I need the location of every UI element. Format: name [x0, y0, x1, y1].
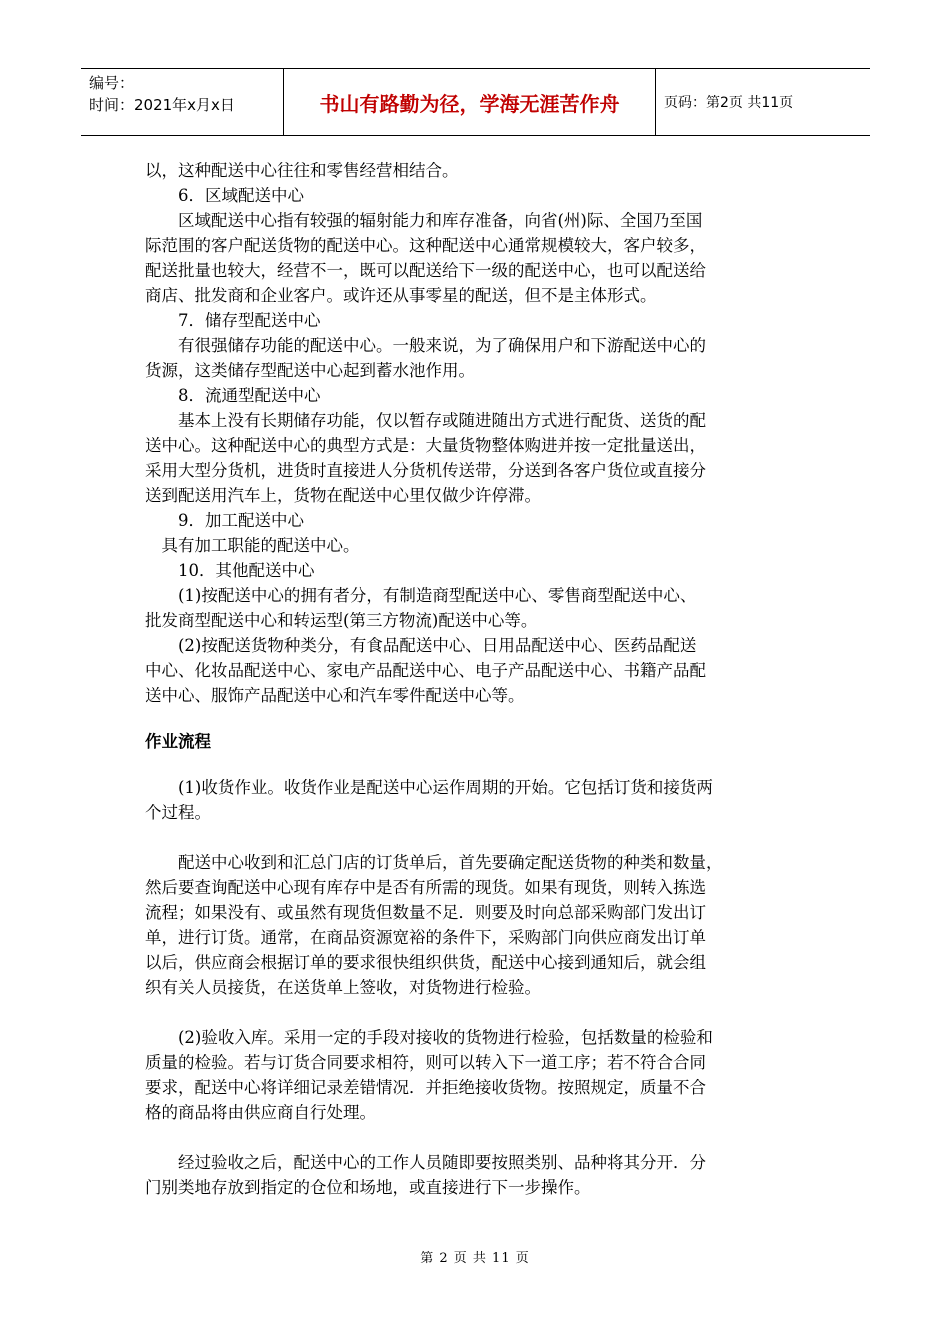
text-line: (1)收货作业。收货作业是配送中心运作周期的开始。它包括订货和接货两 [145, 778, 713, 797]
text-line: 以后，供应商会根据订单的要求很快组织供货，配送中心接到通知后，就会组 [145, 953, 706, 972]
text-line: 配送中心收到和汇总门店的订货单后，首先要确定配送货物的种类和数量， [145, 853, 723, 872]
text-line: 单，进行订货。通常，在商品资源宽裕的条件下，采购部门向供应商发出订单 [145, 928, 706, 947]
text-line: 门别类地存放到指定的仓位和场地，或直接进行下一步操作。 [145, 1178, 591, 1197]
text-line: 有很强储存功能的配送中心。一般来说，为了确保用户和下游配送中心的 [145, 336, 706, 355]
paragraph-receiving [145, 775, 810, 825]
text-line: 批发商型配送中心和转运型(第三方物流)配送中心等。 [145, 611, 538, 630]
text-line: 采用大型分货机，进货时直接进人分货机传送带，分送到各客户货位或直接分 [145, 461, 706, 480]
text-line: 质量的检验。若与订货合同要求相符，则可以转入下一道工序；若不符合合同 [145, 1053, 706, 1072]
text-line: 6．区域配送中心 [145, 186, 304, 205]
text-line: 配送批量也较大，经营不一，既可以配送给下一级的配送中心，也可以配送给 [145, 261, 706, 280]
header-page-cell [656, 69, 870, 135]
document-date: 时间：2021年x月x日 [89, 96, 235, 114]
text-line: 送到配送用汽车上，货物在配送中心里仅做少许停滞。 [145, 486, 541, 505]
footer-page-number: 第 2 页 共 11 页 [420, 1251, 530, 1266]
text-line: 以，这种配送中心往往和零售经营相结合。 [145, 161, 459, 180]
text-line: 个过程。 [145, 803, 211, 822]
text-line: 具有加工职能的配送中心。 [145, 536, 360, 555]
header-page-info: 页码：第2页 共11页 [664, 95, 794, 111]
text-line: 货源，这类储存型配送中心起到蓄水池作用。 [145, 361, 475, 380]
text-line: 送中心、服饰产品配送中心和汽车零件配送中心等。 [145, 686, 525, 705]
text-line: 9．加工配送中心 [145, 511, 304, 530]
text-line: 商店、批发商和企业客户。或许还从事零星的配送，但不是主体形式。 [145, 286, 657, 305]
text-line: 基本上没有长期储存功能，仅以暂存或随进随出方式进行配货、送货的配 [145, 411, 706, 430]
text-line: 区域配送中心指有较强的辐射能力和库存准备，向省(州)际、全国乃至国 [145, 211, 703, 230]
section-heading: 作业流程 [145, 732, 211, 751]
text-line: 流程；如果没有、或虽然有现货但数量不足．则要及时向总部采购部门发出订 [145, 903, 706, 922]
page-header [81, 68, 870, 136]
paragraph-inspection [145, 1025, 810, 1125]
text-line: 7．储存型配送中心 [145, 311, 321, 330]
text-line: (2)验收入库。采用一定的手段对接收的货物进行检验，包括数量的检验和 [145, 1028, 713, 1047]
text-line: 10．其他配送中心 [145, 561, 315, 580]
header-motto: 书山有路勤为径，学海无涯苦作舟 [319, 91, 620, 116]
header-meta-cell [81, 69, 284, 135]
text-line: 中心、化妆品配送中心、家电产品配送中心、电子产品配送中心、书籍产品配 [145, 661, 706, 680]
text-line: (1)按配送中心的拥有者分，有制造商型配送中心、零售商型配送中心、 [145, 586, 697, 605]
document-body [145, 158, 810, 1200]
section-distribution-types [145, 158, 810, 708]
text-line: (2)按配送货物种类分，有食品配送中心、日用品配送中心、医药品配送 [145, 636, 697, 655]
paragraph-storage [145, 1150, 810, 1200]
text-line: 然后要查询配送中心现有库存中是否有所需的现货。如果有现货，则转入拣选 [145, 878, 706, 897]
text-line: 织有关人员接货，在送货单上签收，对货物进行检验。 [145, 978, 541, 997]
page-footer [0, 1247, 950, 1266]
paragraph-order-processing [145, 850, 810, 1000]
text-line: 格的商品将由供应商自行处理。 [145, 1103, 376, 1122]
text-line: 际范围的客户配送货物的配送中心。这种配送中心通常规模较大，客户较多， [145, 236, 706, 255]
document-number-label: 编号： [89, 74, 135, 92]
text-line: 经过验收之后，配送中心的工作人员随即要按照类别、品种将其分开．分 [145, 1153, 706, 1172]
text-line: 要求，配送中心将详细记录差错情况．并拒绝接收货物。按照规定，质量不合 [145, 1078, 706, 1097]
header-motto-cell [284, 69, 656, 135]
text-line: 送中心。这种配送中心的典型方式是：大量货物整体购进并按一定批量送出， [145, 436, 706, 455]
text-line: 8．流通型配送中心 [145, 386, 321, 405]
